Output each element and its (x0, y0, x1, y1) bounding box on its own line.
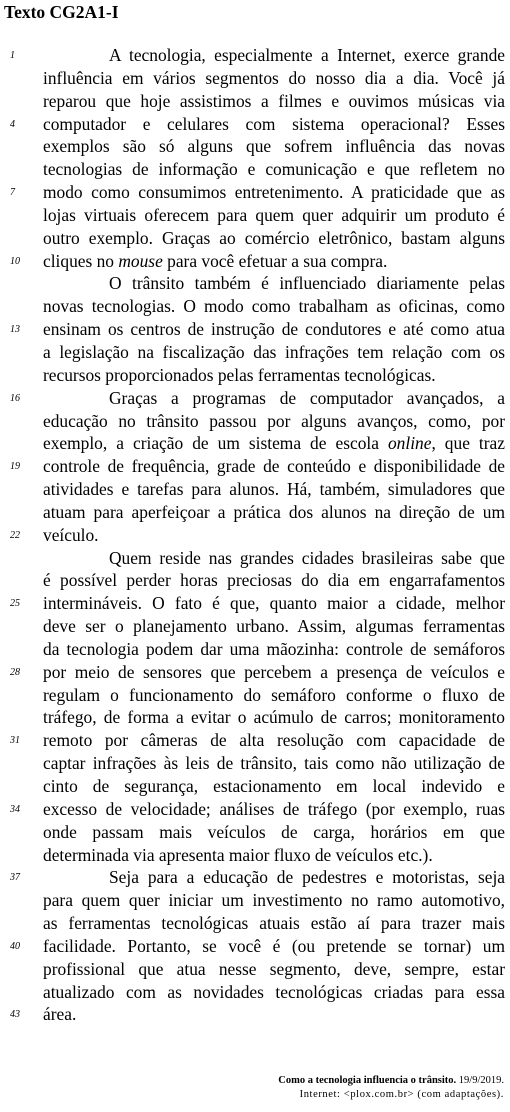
text-line (0, 798, 510, 821)
line-text (43, 615, 505, 638)
text-line (0, 250, 510, 273)
text-run: , que traz (431, 433, 505, 454)
line-text (43, 44, 505, 67)
text-run: a legislação na fiscalização das infrações tem relação com os (43, 341, 505, 362)
text-line (0, 318, 510, 341)
text-run: A tecnologia, especialmente a Internet, exerce grande (109, 45, 505, 65)
text-run: onde passam mais veículos de carga, horários em que (43, 821, 505, 842)
text-run: para quem quer iniciar um investimento no ramo automotivo, (43, 890, 505, 911)
text-run: lojas virtuais oferecem para quem quer adquirir um produto é (43, 204, 505, 225)
text-line (0, 821, 510, 844)
text-line (0, 866, 510, 889)
line-text (43, 158, 505, 181)
text-line (0, 569, 510, 592)
text-line (0, 775, 510, 798)
text-line (0, 638, 510, 661)
line-text (43, 295, 505, 318)
text-run: ensinam os centros de instrução de condutores e até como atua (43, 319, 505, 340)
line-text (43, 889, 505, 912)
line-number: 7 (10, 187, 15, 199)
text-line (0, 615, 510, 638)
text-run: remoto por câmeras de alta resolução com capacidade de (43, 730, 505, 751)
line-number: 37 (10, 872, 20, 884)
text-run: exemplo, a criação de um sistema de escola (43, 433, 388, 454)
text-line (0, 889, 510, 912)
line-text (43, 318, 505, 341)
line-text (43, 547, 505, 570)
text-line (0, 729, 510, 752)
text-line (0, 227, 510, 250)
line-text (43, 866, 505, 889)
line-text (43, 227, 505, 250)
line-text (43, 1003, 505, 1026)
line-number: 25 (10, 598, 20, 610)
text-run: atuam para aperfeiçoar a prática dos alunos na direção de um (43, 501, 505, 522)
source-url: Internet: <plox.com.br> (com adaptações). (299, 1089, 504, 1100)
line-number: 13 (10, 324, 20, 336)
line-text (43, 272, 505, 295)
text-line (0, 981, 510, 1004)
text-run: exemplos são só alguns que sofrem influência das novas (43, 136, 505, 157)
text-line (0, 204, 510, 227)
text-line (0, 387, 510, 410)
line-text (43, 90, 505, 113)
line-text (43, 844, 505, 867)
line-number: 4 (10, 118, 15, 130)
text-run: por meio de sensores que percebem a presença de veículos e (43, 661, 505, 682)
line-number: 40 (10, 940, 20, 952)
line-text (43, 364, 505, 387)
line-text (43, 204, 505, 227)
text-line (0, 181, 510, 204)
line-text (43, 432, 505, 455)
text-run: reparou que hoje assistimos a filmes e ouvimos músicas via (43, 90, 505, 111)
line-text (43, 135, 505, 158)
text-run: intermináveis. O fato é que, quanto maior a cidade, melhor (43, 593, 505, 614)
text-run: Quem reside nas grandes cidades brasileiras sabe que (109, 547, 505, 568)
text-run: recursos proporcionados pelas ferramentas tecnológicas. (43, 364, 436, 385)
text-line (0, 90, 510, 113)
text-run: computador e celulares com sistema operacional? Esses (43, 113, 505, 134)
text-line (0, 592, 510, 615)
text-line (0, 272, 510, 295)
line-text (43, 638, 505, 661)
text-run: área. (43, 1004, 77, 1025)
line-text (43, 775, 505, 798)
text-run: tecnologias de informação e comunicação e que refletem no (43, 159, 505, 180)
line-number: 31 (10, 735, 20, 747)
text-line (0, 44, 510, 67)
text-run: regulam o funcionamento do semáforo conforme o fluxo de (43, 684, 505, 705)
text-line (0, 1003, 510, 1026)
text-line (0, 295, 510, 318)
line-text (43, 569, 505, 592)
text-line (0, 341, 510, 364)
text-line (0, 844, 510, 867)
text-line (0, 455, 510, 478)
text-run: O trânsito também é influenciado diariamente pelas (109, 273, 505, 294)
text-line (0, 501, 510, 524)
line-text (43, 592, 505, 615)
text-line (0, 478, 510, 501)
line-text (43, 181, 505, 204)
italic-word: mouse (118, 250, 163, 271)
line-text (43, 912, 505, 935)
line-number: 28 (10, 666, 20, 678)
text-title: Texto CG2A1-I (4, 2, 119, 22)
line-text (43, 410, 505, 433)
text-run: cliques no (43, 250, 119, 271)
text-run: Seja para a educação de pedestres e motoristas, seja (109, 867, 505, 888)
line-number: 34 (10, 803, 20, 815)
text-run: facilidade. Portanto, se você é (ou pretende se tornar) um (43, 935, 505, 956)
line-text (43, 798, 505, 821)
text-run: atividades e tarefas para alunos. Há, também, simuladores que (43, 479, 505, 500)
text-line (0, 661, 510, 684)
text-line (0, 410, 510, 433)
text-line (0, 67, 510, 90)
text-line (0, 113, 510, 136)
text-run: educação no trânsito passou por alguns avanços, como, por (43, 410, 505, 431)
text-run: cinto de segurança, estacionamento em local indevido e (43, 776, 505, 796)
line-text (43, 981, 505, 1004)
text-line (0, 158, 510, 181)
line-number: 10 (10, 255, 20, 267)
line-text (43, 661, 505, 684)
line-text (43, 821, 505, 844)
text-line (0, 135, 510, 158)
text-run: novas tecnologias. O modo como trabalham as oficinas, como (43, 296, 505, 317)
text-run: tráfego, de forma a evitar o acúmulo de carros; monitoramento (43, 707, 505, 728)
line-text (43, 684, 505, 707)
line-text (43, 387, 505, 410)
line-text (43, 524, 505, 547)
line-text (43, 935, 505, 958)
line-text (43, 706, 505, 729)
text-line (0, 958, 510, 981)
text-run: é possível perder horas preciosas do dia em engarrafamentos (43, 570, 505, 591)
text-run: excesso de velocidade; análises de tráfego (por exemplo, ruas (43, 798, 505, 819)
line-number: 16 (10, 392, 20, 404)
text-line (0, 706, 510, 729)
line-number: 22 (10, 529, 20, 541)
line-number: 43 (10, 1009, 20, 1021)
line-text (43, 250, 505, 273)
text-line (0, 432, 510, 455)
text-run: deve ser o planejamento urbano. Assim, algumas ferramentas (43, 616, 505, 637)
line-text (43, 113, 505, 136)
line-text (43, 478, 505, 501)
line-text (43, 341, 505, 364)
text-run: profissional que atua nesse segmento, deve, sempre, estar (43, 958, 505, 979)
text-run: veículo. (43, 524, 99, 545)
text-run: captar infrações às leis de trânsito, tais como não utilização de (43, 753, 505, 774)
text-run: influência em vários segmentos do nosso dia a dia. Você já (43, 67, 505, 88)
source-date: 19/9/2019. (456, 1075, 504, 1086)
text-run: as ferramentas tecnológicas atuais estão aí para trazer mais (43, 913, 505, 934)
line-text (43, 958, 505, 981)
text-line (0, 524, 510, 547)
text-line (0, 547, 510, 570)
line-text (43, 501, 505, 524)
text-run: Graças a programas de computador avançados, a (109, 387, 505, 408)
line-text (43, 729, 505, 752)
source-title: Como a tecnologia influencia o trânsito. (278, 1075, 457, 1086)
text-line (0, 684, 510, 707)
line-text (43, 455, 505, 478)
text-run: para você efetuar a sua compra. (162, 250, 388, 271)
text-run: modo como consumimos entretenimento. A praticidade que as (43, 182, 505, 203)
text-line (0, 752, 510, 775)
text-line (0, 364, 510, 387)
line-text (43, 67, 505, 90)
text-body (0, 44, 510, 1026)
text-line (0, 912, 510, 935)
text-run: atualizado com as novidades tecnológicas criadas para essa (43, 981, 505, 1002)
line-number: 1 (10, 50, 15, 61)
text-run: controle de frequência, grade de conteúdo e disponibilidade de (43, 456, 505, 477)
text-run: da tecnologia podem dar uma mãozinha: controle de semáforos (43, 638, 505, 659)
line-text (43, 752, 505, 775)
text-run: determinada via apresenta maior fluxo de veículos etc.). (43, 844, 433, 865)
text-line (0, 935, 510, 958)
text-run: outro exemplo. Graças ao comércio eletrônico, bastam alguns (43, 227, 505, 248)
italic-word: online (387, 433, 432, 454)
line-number: 19 (10, 461, 20, 473)
source-credit (204, 1074, 504, 1102)
